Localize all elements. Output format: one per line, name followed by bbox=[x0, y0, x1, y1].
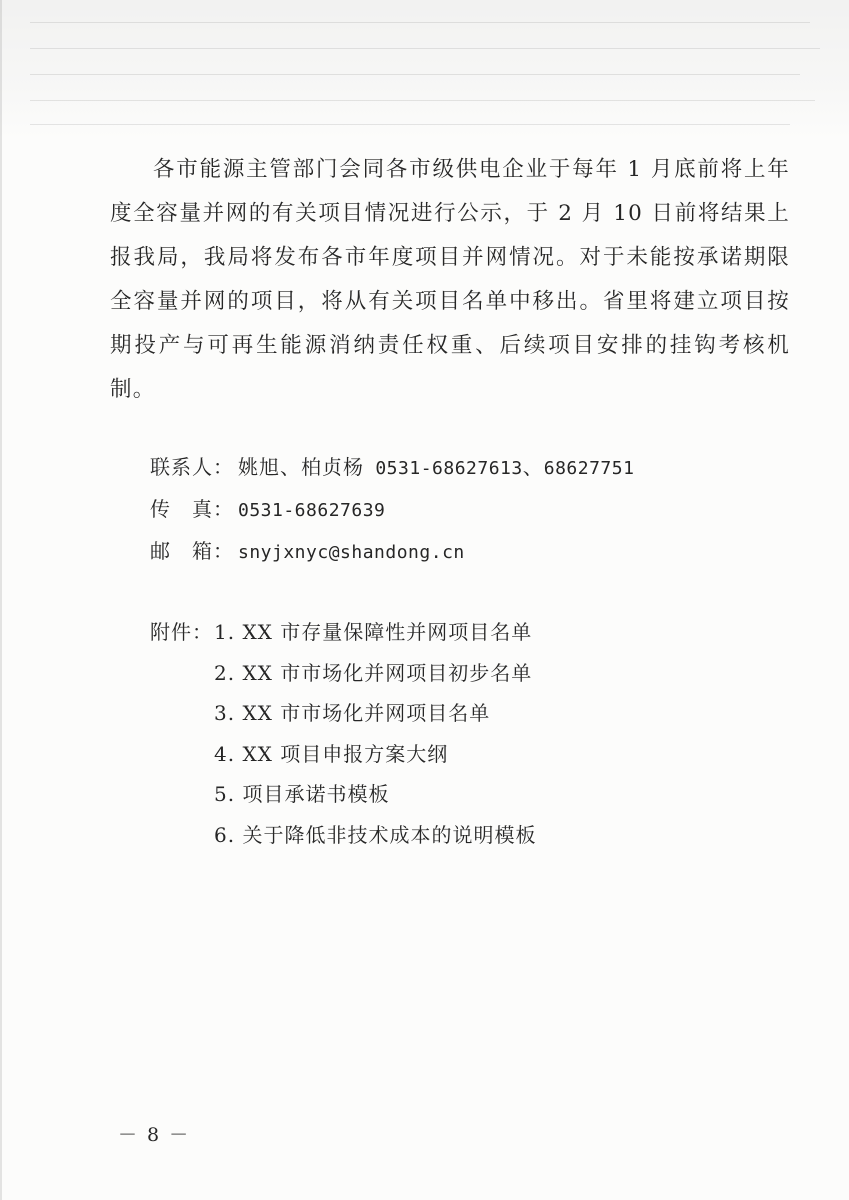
contact-person-row bbox=[150, 447, 790, 489]
scan-artifact-line bbox=[30, 100, 815, 101]
scan-left-edge bbox=[0, 0, 2, 1200]
contact-names: 姚旭、柏贞杨 bbox=[238, 455, 364, 479]
attachment-item-text: 2. XX 市市场化并网项目初步名单 bbox=[214, 660, 533, 685]
contact-block bbox=[150, 447, 790, 573]
scan-shadow-band bbox=[0, 0, 849, 140]
attachment-item bbox=[150, 734, 790, 775]
email-value: snyjxnyc@shandong.cn bbox=[238, 542, 465, 563]
attachment-item bbox=[150, 774, 790, 815]
fax-value: 0531-68627639 bbox=[238, 500, 386, 521]
attachment-item-text: 4. XX 项目申报方案大纲 bbox=[214, 741, 449, 766]
contact-person-value bbox=[238, 447, 634, 489]
attachment-item bbox=[150, 612, 790, 653]
scan-artifact-line bbox=[30, 74, 800, 75]
fax-label: 传 真： bbox=[150, 497, 234, 521]
scan-artifact-line bbox=[30, 124, 790, 125]
email-row bbox=[150, 531, 790, 573]
email-label: 邮 箱： bbox=[150, 539, 234, 563]
scan-artifact-line bbox=[30, 48, 820, 49]
attachment-item bbox=[150, 815, 790, 856]
contact-phone-1: 0531-68627613 bbox=[375, 458, 523, 479]
attachment-item-text: 6. 关于降低非技术成本的说明模板 bbox=[214, 822, 537, 847]
contact-phone-separator: 、 bbox=[522, 455, 544, 479]
attachment-item bbox=[150, 653, 790, 694]
fax-row bbox=[150, 489, 790, 531]
attachment-item-text: 1. XX 市存量保障性并网项目名单 bbox=[214, 620, 533, 644]
attachment-item-text: 5. 项目承诺书模板 bbox=[214, 782, 390, 806]
attachments-list bbox=[150, 612, 790, 855]
page-number: － 8 － bbox=[118, 1124, 191, 1146]
attachments-label: 附件： bbox=[150, 620, 213, 644]
body-paragraph: 各市能源主管部门会同各市级供电企业于每年 1 月底前将上年度全容量并网的有关项目情况进行公示，于 2 月 10 日前将结果上报我局，我局将发布各市年度项目并网情况。对于未能按承诺期限全容量并网的项目，将从有关项目名单中移出。省里将建立项目按期投产与可再生能源消纳责任权重、后续项目安排的挂钩考核机制。 bbox=[110, 157, 790, 402]
contact-phone-2: 68627751 bbox=[543, 458, 635, 479]
scan-artifact-line bbox=[30, 22, 810, 23]
attachment-item-text: 3. XX 市市场化并网项目名单 bbox=[214, 701, 491, 725]
contact-person-label: 联系人： bbox=[150, 455, 234, 479]
attachment-item bbox=[150, 693, 790, 734]
